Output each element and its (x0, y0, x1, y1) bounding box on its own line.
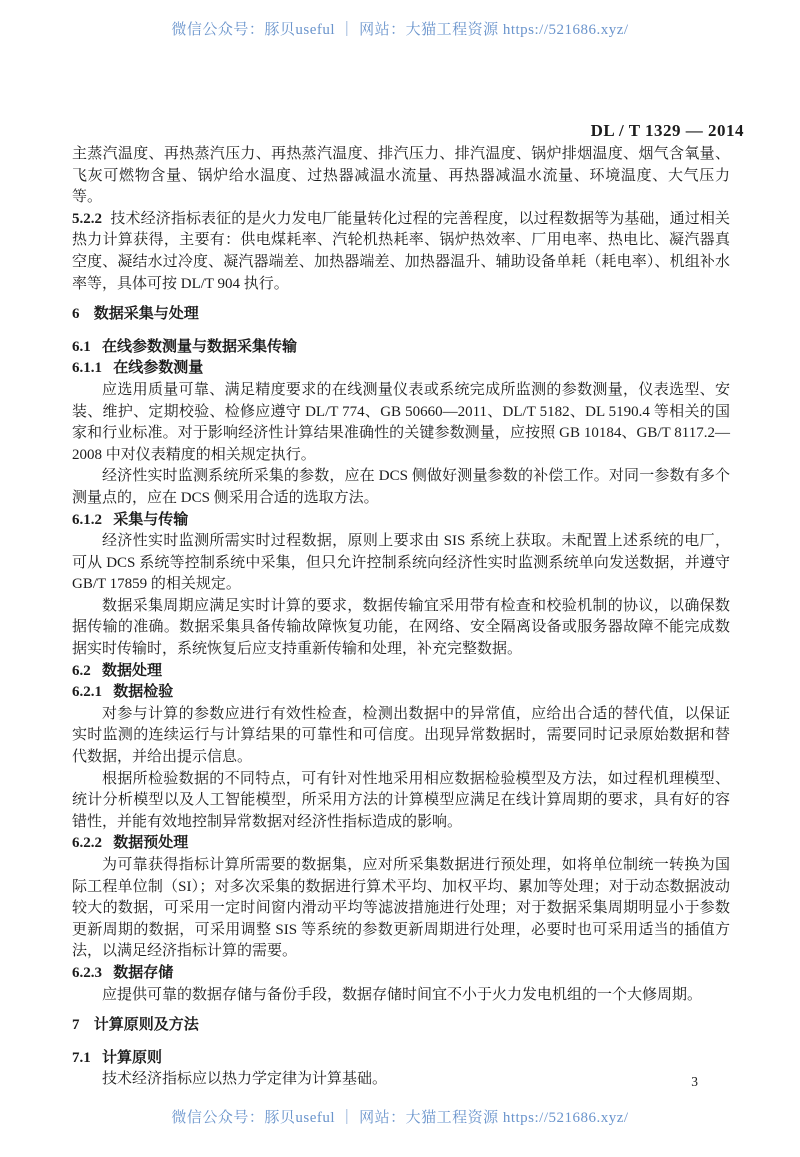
text: 采集与传输 (113, 511, 189, 528)
watermark-footer: 微信公众号：豚贝useful ｜ 网站：大猫工程资源 https://521686.xyz/ (171, 1110, 629, 1126)
subsubsection-heading-6.1.1 (72, 358, 730, 380)
page-number: 3 (691, 1074, 698, 1089)
text: 技术经济指标表征的是火力发电厂能量转化过程的完善程度，以过程数据等为基础，通过相关热力计算获得，主要有：供电煤耗率、汽轮机热耗率、锅炉热效率、厂用电率、热电比、凝汽器真空度、凝结水过冷度、凝汽器端差、加热器端差、加热器温升、辅助设备单耗（耗电率）、机组补水率等，具体可按 DL/T 904 执行。 (72, 210, 730, 292)
section-heading-6 (72, 304, 730, 326)
paragraph (72, 531, 730, 596)
clause-number: 6.2.1 (72, 684, 102, 701)
subsubsection-heading-6.2.2 (72, 833, 730, 855)
document-content (72, 144, 730, 1091)
text: 计算原则 (102, 1049, 163, 1066)
clause-number: 6.2.2 (72, 835, 102, 852)
text: 数据存储 (113, 964, 174, 981)
text: 数据处理 (102, 662, 163, 679)
clause-number: 6 (72, 306, 80, 323)
subsection-heading-6.2 (72, 661, 730, 683)
text: 计算原则及方法 (93, 1017, 199, 1034)
clause-number: 6.1.1 (72, 360, 102, 377)
clause-number: 6.1.2 (72, 511, 102, 528)
subsection-heading-6.1 (72, 337, 730, 359)
numbered-clause-5.2.2 (72, 209, 730, 295)
clause-number: 6.2.3 (72, 964, 102, 981)
paragraph (72, 1069, 730, 1091)
paragraph (72, 466, 730, 509)
watermark-header: 微信公众号：豚贝useful ｜ 网站：大猫工程资源 https://521686.xyz/ (171, 22, 629, 38)
clause-number: 6.1 (72, 338, 91, 355)
text: 主蒸汽温度、再热蒸汽压力、再热蒸汽温度、排汽压力、排汽温度、锅炉排烟温度、烟气含氧量、飞灰可燃物含量、锅炉给水温度、过热器减温水流量、再热器减温水流量、环境温度、大气压力等。 (72, 146, 730, 206)
subsubsection-heading-6.2.3 (72, 963, 730, 985)
clause-number: 5.2.2 (72, 210, 102, 227)
text: 经济性实时监测系统所采集的参数，应在 DCS 侧做好测量参数的补偿工作。对同一参数有多个测量点的，应在 DCS 侧采用合适的选取方法。 (72, 468, 730, 506)
text: 应提供可靠的数据存储与备份手段，数据存储时间宜不小于火力发电机组的一个大修周期。 (102, 986, 703, 1003)
paragraph (72, 855, 730, 963)
text: 根据所检验数据的不同特点，可有针对性地采用相应数据检验模型及方法，如过程机理模型、统计分析模型以及人工智能模型，所采用方法的计算模型应满足在线计算周期的要求，具有好的容错性，并能有效地控制异常数据对经济性指标造成的影响。 (72, 770, 730, 830)
section-heading-7 (72, 1015, 730, 1037)
clause-number: 7.1 (72, 1049, 91, 1066)
text: 为可靠获得指标计算所需要的数据集，应对所采集数据进行预处理，如将单位制统一转换为国际工程单位制（SI）；对多次采集的数据进行算术平均、加权平均、累加等处理；对于动态数据波动较大的数据，可采用一定时间窗内滑动平均等滤波措施进行处理；对于数据采集周期明显小于参数更新周期的数据，可采用调整 SIS 等系统的参数更新周期进行处理，必要时也可采用适当的插值方法，以满足经济指标计算的需要。 (72, 857, 730, 960)
clause-number: 7 (72, 1017, 80, 1034)
text: 在线参数测量 (113, 360, 204, 377)
paragraph (72, 704, 730, 769)
standard-code: DL / T 1329 — 2014 (590, 121, 744, 140)
text: 数据预处理 (113, 835, 189, 852)
text: 经济性实时监测所需实时过程数据，原则上要求由 SIS 系统上获取。未配置上述系统的电厂，可从 DCS 系统等控制系统中采集，但只允许控制系统向经济性实时监测系统单向发送数据，并遵守 GB/T 17859 的相关规定。 (72, 533, 730, 593)
paragraph (72, 380, 730, 466)
text: 数据采集周期应满足实时计算的要求，数据传输宜采用带有检查和校验机制的协议，以确保数据传输的准确。数据采集具备传输故障恢复功能，在网络、安全隔离设备或服务器故障不能完成数据实时传输时，系统恢复后应支持重新传输和处理，补充完整数据。 (72, 597, 730, 658)
paragraph (72, 769, 730, 834)
text: 对参与计算的参数应进行有效性检查，检测出数据中的异常值，应给出合适的替代值，以保证实时监测的连续运行与计算结果的可靠性和可信度。出现异常数据时，需要同时记录原始数据和替代数据，并给出提示信息。 (72, 705, 730, 766)
subsubsection-heading-6.1.2 (72, 510, 730, 532)
paragraph-continued (72, 144, 730, 209)
subsection-heading-7.1 (72, 1048, 730, 1070)
clause-number: 6.2 (72, 662, 91, 679)
text: 数据检验 (113, 684, 174, 701)
paragraph (72, 985, 730, 1007)
subsubsection-heading-6.2.1 (72, 682, 730, 704)
text: 数据采集与处理 (93, 306, 199, 323)
text: 技术经济指标应以热力学定律为计算基础。 (102, 1071, 388, 1088)
text: 在线参数测量与数据采集传输 (102, 338, 298, 355)
paragraph (72, 596, 730, 661)
text: 应选用质量可靠、满足精度要求的在线测量仪表或系统完成所监测的参数测量，仪表选型、安装、维护、定期校验、检修应遵守 DL/T 774、GB 50660—2011、DL/T 5182、DL 5190.4 等相关的国家和行业标准。对于影响经济性计算结果准确性的关键参数测量，应按照 GB 10184、GB/T 8117.2—2008 中对仪表精度的相关规定执行。 (72, 381, 730, 463)
